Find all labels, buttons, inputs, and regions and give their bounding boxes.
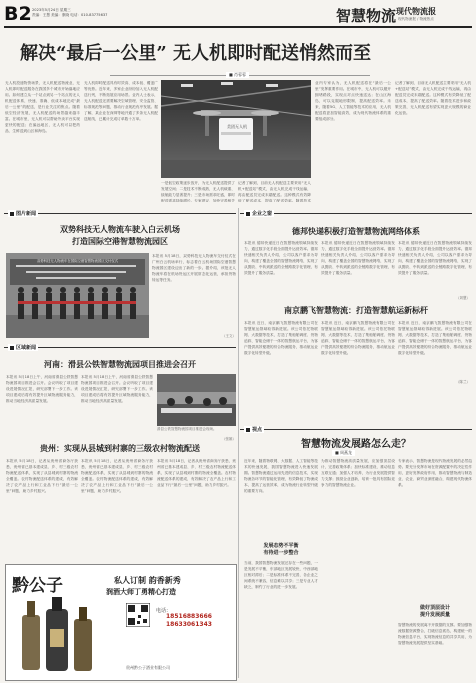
henan-photo (157, 374, 236, 426)
sf-byline-end: （陈兰） (456, 380, 470, 384)
view-col-3b: 智慧物流的发展离不开数据的支撑。要加强物流数据资源整合，打破信息孤岛，构建统一的物流信息平台，实现物流信息的共享共用，为智慧物流发展提供坚实基础。 (398, 623, 472, 645)
view-subhead-1: 发展态势不平衡 有待进一步整合 (263, 543, 299, 556)
view-col-1b: 当前，我国智慧物流发展还存在一些问题，一是发展不平衡，东部地区发展较快，中西部地区相对滞后；二是标准体系不完善，各企业之间系统不兼容，信息难以共享；三是专业人才缺乏，制约了行业的进一步发展。 (244, 561, 318, 589)
ad-phone-label: 电话： (156, 608, 172, 614)
masthead-logo: 现代物流报 (396, 6, 436, 16)
guizhou-title: 贵州：实现从县城到村寨的三级农村物流配送 (40, 443, 200, 453)
ad-phone-1: 18516883666 (166, 613, 212, 620)
drone-illustration (161, 80, 311, 178)
page-number: B2 (4, 3, 32, 25)
view-col-2: 为推动智慧物流高质量发展，应加强顶层设计，完善政策体系；加快标准建设，推动信息互联互通；加强人才培养，为行业发展提供智力支撑；鼓励企业创新，培育一批具有国际竞争力的智慧物流企业。 (321, 459, 395, 487)
lead-col-1: 无人机投递物资场景，无人机配送物流业，无人机即时配送服务在我国多个城市开始落地应用。如何建立从一个站点到另一个站点的无人机配送体系，快速、准确、低成本地完成“最后一公里”的配送，是行业关注的焦点。随着低空经济发展，无人机配送的场景越来越丰富。在城市里，无人机可以帮助外卖平台实现更快的配送；在偏远地区，无人机可以把药品、生鲜送到山区和海岛。 (5, 81, 80, 133)
header-editors: 责编：王慧 美编：康晓 电话：010-83775637 (32, 13, 108, 17)
view-subhead-2: 做好顶层设计 提升发展质量 (419, 605, 450, 618)
lead-byline: ■ 肖蓉蓉 (226, 72, 249, 78)
debang-rule (240, 213, 472, 214)
sf-title: 南京鹏飞智慧物流：打造智慧航运新标杆 (284, 305, 428, 315)
view-col-3a: 专家表示，智慧物流是现代物流发展的必然趋势。要充分发挥市场在资源配置中的决定性作用，更好发挥政府作用，推动智慧物流与制造业、农业、商贸业深度融合，构建现代物流体系。 (398, 459, 472, 487)
tag-square-icon (10, 212, 14, 216)
debang-col-2: 本报讯 德邦快递近日在智慧物流领域持续发力，通过数字化手段全面提升运营效率。德邦快递相关负责人介绍，公司以客户需求为导向，构建了覆盖全国的智慧物流网络，实现了从揽收、中转到派送的全链路数字化管理，有效提升了服务质量。 (321, 241, 395, 275)
sf-col-3: 本报讯 近日，南京鹏飞智慧物流有限公司在智慧航运领域取得新进展。该公司依托物联网、大数据等技术，打造了集船舶调度、货物追踪、智能仓储于一体的智慧航运平台，为客户提供高效便捷的综合物流服务，推动航运业数字化转型升级。 (398, 321, 472, 355)
henan-col-2: 本报讯 5月18日上午，河南省滑县公铁智慧物流园项目推进会召开。会议听取了项目建设进展情况汇报，研究部署下一步工作。该项目建成后将有效提升区域物流服务能力，推动当地经济高质量发展。 (81, 375, 153, 403)
tag-square-icon (246, 212, 250, 216)
ad-brand: 黔公子 (12, 576, 63, 596)
airport-photo (6, 253, 149, 338)
lead-col-2: 无人机即时配送具有时效高、成本低、覆盖广等优势。近年来，多家企业纷纷加入无人机配送行列，不断拓展应用场景。业内人士表示，无人机配送还需要解决空域管理、安全监管、标准规范等问题，推动行业规范有序发展。据了解，某企业在深圳等地开通了多条无人机配送航线，已累计完成订单数十万单。 (84, 81, 158, 121)
airport-byline-end: （王文） (222, 334, 236, 338)
henan-rule (4, 347, 236, 348)
henan-byline-end: （张雄） (222, 437, 236, 441)
airport-body: 本报讯 5月18日，双势科技无人物流车交付仪式在广州白云机场举行，标志着白云机场国际空港智慧物流园区建设迈出了新的一步。据介绍，该批无人物流车将在机场货运区开展常态化运营，承担货物转运等任务。 (152, 254, 236, 282)
airport-banner: 双势科技无人物流车在国际空港智慧物流园区交付仪式 (36, 259, 119, 263)
airport-title-1: 双势科技无人物流车驶入白云机场 (60, 224, 180, 234)
tag-view: 视点 (244, 426, 264, 433)
sf-col-1: 本报讯 近日，南京鹏飞智慧物流有限公司在智慧航运领域取得新进展。该公司依托物联网、大数据等技术，打造了集船舶调度、货物追踪、智能仓储于一体的智慧航运平台，为客户提供高效便捷的综合物流服务，推动航运业数字化转型升级。 (244, 321, 318, 355)
lead-col-4: 业内专家认为，无人机配送将在“最后一公里”发挥重要作用。在城市中，无人机可以避开拥堵路段，实现点对点快速送达；在山区海岛，可以克服地形限制，提高配送效率。未来，随着5G、人工智能等技术的应用，无人机配送将更加智能高效，成为现代物流体系的重要组成部分。 (315, 81, 391, 121)
henan-col-1: 本报讯 5月18日上午，河南省滑县公铁智慧物流园项目推进会召开。会议听取了项目建设进展情况汇报，研究部署下一步工作。该项目建成后将有效提升区域物流服务能力，推动当地经济高质量发展。 (6, 375, 78, 403)
qr-code-icon (126, 603, 150, 627)
henan-caption: 滑县公铁智慧物流园项目推进会现场。 (157, 427, 217, 431)
view-rule (240, 429, 472, 430)
tag-region: 区域新闻 (8, 344, 38, 351)
ceremony-illustration (6, 253, 149, 338)
henan-title: 河南：滑县公铁智慧物流园项目推进会召开 (44, 359, 196, 369)
view-byline: ■ 周燕龙 (332, 450, 355, 456)
view-col-1a: 近年来，随着物联网、大数据、人工智能等技术的快速发展，我国智慧物流进入快速发展期。智慧物流通过运用先进的信息技术，实现物流各环节的智能化管理，有效降低了物流成本，提高了运营效率，成为物流行业转型升级的重要方向。 (244, 459, 318, 493)
svg-text:美团无人机: 美团无人机 (227, 124, 247, 129)
ad-line-2: 润酒大师丁勇精心打造 (106, 587, 176, 596)
tag-square-icon (10, 346, 14, 350)
ad-company: 贵州黔公子酒业有限公司 (126, 665, 170, 670)
airport-rule (4, 213, 236, 214)
ad-phone-2: 18633061343 (166, 621, 212, 628)
tag-company: 企业之窗 (244, 210, 274, 217)
liquor-ad (5, 564, 237, 681)
section-title: 智慧物流 (336, 7, 397, 25)
guizhou-col-3: 本报讯 5月18日，记者从贵州省商务厅获悉，贵州省已基本建成县、乡、村三级农村物流配送体系，实现了从县城到村寨的物流全覆盖。农村物流配送体系的建成，有效解决了农产品上行和工业品下行“最后一公里”问题，助力乡村振兴。 (157, 459, 236, 487)
guizhou-col-2: 本报讯 5月18日，记者从贵州省商务厅获悉，贵州省已基本建成县、乡、村三级农村物流配送体系，实现了从县城到村寨的物流全覆盖。农村物流配送体系的建成，有效解决了农产品上行和工业品下行“最后一公里”问题，助力乡村振兴。 (81, 459, 153, 493)
lead-col-3b: 记者了解到，目前无人机配送主要采用“无人机+配送站”模式，由无人机完成干线运输，再由配送员完成末端配送。这种模式有效降低了配送成本，提高了配送效率。随着技术 (238, 181, 311, 202)
tag-square-icon (246, 428, 250, 432)
header-meta (32, 8, 182, 18)
debang-col-3: 本报讯 德邦快递近日在智慧物流领域持续发力，通过数字化手段全面提升运营效率。德邦快递相关负责人介绍，公司以客户需求为导向，构建了覆盖全国的智慧物流网络，实现了从揽收、中转到派送的全链路数字化管理，有效提升了服务质量。 (398, 241, 472, 275)
view-title: 智慧物流发展路怎么走？ (301, 439, 411, 450)
lead-photo-drone (161, 80, 311, 178)
lead-col-3: 一是低空政策逐步放开，为无人机配送提供了发展空间；二是技术不断成熟，无人机载重、续航能力显著提升；三是市场需求旺盛，即时配送需求持续增长。专家建议，加快完善相关 (161, 181, 235, 202)
ad-line-1: 私人订制 韵香新秀 (114, 575, 181, 585)
tag-photo-news: 图片新闻 (8, 210, 38, 217)
lead-col-5: 记者了解到，目前无人机配送主要采用“无人机+配送站”模式，由无人机完成干线运输，再由配送员完成末端配送。这种模式有效降低了配送成本，提高了配送效率。随着技术进步和政策完善，无人机配送有望实现更大规模的商业化运营。 (395, 81, 471, 115)
column-divider (238, 208, 239, 678)
meeting-illustration (157, 374, 236, 426)
sf-col-2: 本报讯 近日，南京鹏飞智慧物流有限公司在智慧航运领域取得新进展。该公司依托物联网、大数据等技术，打造了集船舶调度、货物追踪、智能仓储于一体的智慧航运平台，为客户提供高效便捷的综合物流服务，推动航运业数字化转型升级。 (321, 321, 395, 355)
header-rule (4, 26, 472, 28)
debang-byline-end: （刘慧） (456, 296, 470, 300)
header-date: 2023年5月24日 星期三 (32, 8, 71, 12)
airport-title-2: 打造国际空港智慧物流园区 (72, 236, 168, 246)
edition-label: 现代物流报 / 物流热点 (398, 17, 434, 21)
debang-col-1: 本报讯 德邦快递近日在智慧物流领域持续发力，通过数字化手段全面提升运营效率。德邦快递相关负责人介绍，公司以客户需求为导向，构建了覆盖全国的智慧物流网络，实现了从揽收、中转到派送的全链路数字化管理，有效提升了服务质量。 (244, 241, 318, 275)
debang-title: 德邦快递积极打造智慧物流网络体系 (292, 226, 420, 236)
guizhou-col-1: 本报讯 5月18日，记者从贵州省商务厅获悉，贵州省已基本建成县、乡、村三级农村物流配送体系，实现了从县城到村寨的物流全覆盖。农村物流配送体系的建成，有效解决了农产品上行和工业品下行“最后一公里”问题，助力乡村振兴。 (6, 459, 78, 493)
lead-headline: 解决“最后一公里” 无人机即时配送悄然而至 (20, 43, 371, 64)
bottle-icon (12, 595, 102, 675)
